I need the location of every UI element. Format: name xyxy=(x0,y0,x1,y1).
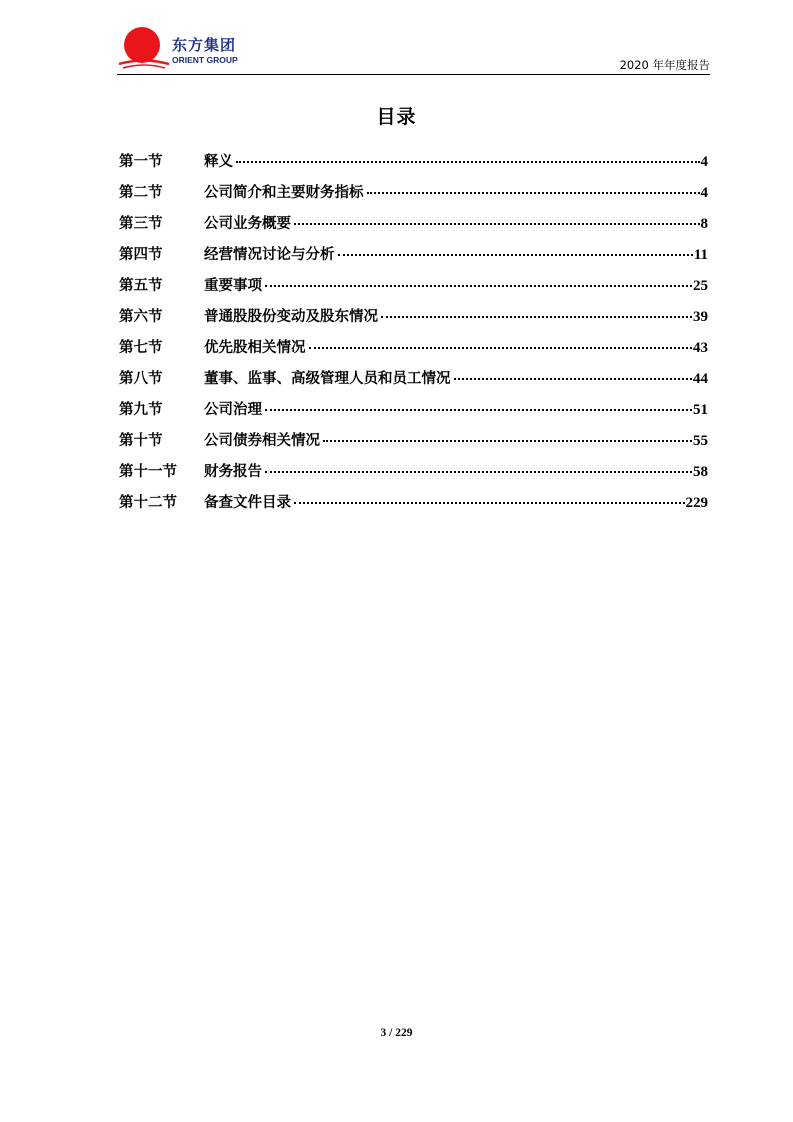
red-sun-logo-icon xyxy=(117,24,171,72)
toc-page-number: 4 xyxy=(700,154,708,170)
orient-group-logo xyxy=(117,24,257,74)
toc-entry[interactable] xyxy=(119,305,708,336)
toc-page-number: 51 xyxy=(693,402,708,418)
dot-leader xyxy=(323,440,692,442)
toc-page-number: 25 xyxy=(693,278,708,294)
dot-leader xyxy=(338,254,693,256)
toc-section-name: 公司治理 xyxy=(204,402,262,418)
toc-section-number: 第一节 xyxy=(119,154,163,170)
toc-section-number: 第四节 xyxy=(119,247,163,263)
toc-entry[interactable] xyxy=(119,181,708,212)
dot-leader xyxy=(294,502,685,504)
toc-section-name: 公司业务概要 xyxy=(204,216,291,232)
logo-english-text: ORIENT GROUP xyxy=(172,55,238,65)
dot-leader xyxy=(309,347,693,349)
toc-entry[interactable] xyxy=(119,429,708,460)
toc-section-number: 第三节 xyxy=(119,216,163,232)
toc-section-name: 优先股相关情况 xyxy=(204,340,306,356)
toc-section-number: 第十节 xyxy=(119,433,163,449)
toc-section-number: 第五节 xyxy=(119,278,163,294)
toc-page-number: 55 xyxy=(693,433,708,449)
dot-leader xyxy=(454,378,693,380)
toc-section-name: 公司简介和主要财务指标 xyxy=(204,185,364,201)
toc-section-name: 备查文件目录 xyxy=(204,495,291,511)
toc-entry[interactable] xyxy=(119,491,708,522)
table-of-contents xyxy=(119,150,708,522)
toc-section-number: 第二节 xyxy=(119,185,163,201)
toc-page-number: 8 xyxy=(700,216,708,232)
header-divider xyxy=(117,74,710,75)
dot-leader xyxy=(381,316,692,318)
dot-leader xyxy=(265,285,692,287)
dot-leader xyxy=(265,471,692,473)
toc-title: 目录 xyxy=(376,106,417,128)
dot-leader xyxy=(236,161,700,163)
toc-section-name: 释义 xyxy=(204,154,233,170)
toc-section-number: 第八节 xyxy=(119,371,163,387)
toc-entry[interactable] xyxy=(119,460,708,491)
toc-entry[interactable] xyxy=(119,274,708,305)
toc-entry[interactable] xyxy=(119,367,708,398)
toc-entry[interactable] xyxy=(119,243,708,274)
toc-page-number: 44 xyxy=(693,371,708,387)
toc-section-number: 第六节 xyxy=(119,309,163,325)
toc-section-number: 第十二节 xyxy=(119,495,177,511)
toc-page-number: 39 xyxy=(693,309,708,325)
page-number-footer: 3 / 229 xyxy=(380,1027,413,1039)
toc-entry[interactable] xyxy=(119,150,708,181)
toc-page-number: 43 xyxy=(693,340,708,356)
toc-section-name: 财务报告 xyxy=(204,464,262,480)
toc-page-number: 11 xyxy=(693,247,708,263)
toc-entry[interactable] xyxy=(119,398,708,429)
toc-section-name: 经营情况讨论与分析 xyxy=(204,247,335,263)
toc-section-number: 第九节 xyxy=(119,402,163,418)
toc-entry[interactable] xyxy=(119,336,708,367)
toc-section-number: 第十一节 xyxy=(119,464,177,480)
toc-section-name: 普通股股份变动及股东情况 xyxy=(204,309,378,325)
report-title: 2020 年年度报告 xyxy=(619,58,710,72)
dot-leader xyxy=(294,223,700,225)
toc-page-number: 4 xyxy=(700,185,708,201)
logo-chinese-text: 东方集团 xyxy=(172,36,237,54)
toc-section-name: 公司债券相关情况 xyxy=(204,433,320,449)
toc-section-name: 董事、监事、高级管理人员和员工情况 xyxy=(204,371,451,387)
toc-page-number: 58 xyxy=(693,464,708,480)
toc-entry[interactable] xyxy=(119,212,708,243)
dot-leader xyxy=(265,409,692,411)
toc-section-name: 重要事项 xyxy=(204,278,262,294)
toc-page-number: 229 xyxy=(685,495,708,511)
page-header xyxy=(117,24,710,75)
toc-section-number: 第七节 xyxy=(119,340,163,356)
dot-leader xyxy=(367,192,700,194)
